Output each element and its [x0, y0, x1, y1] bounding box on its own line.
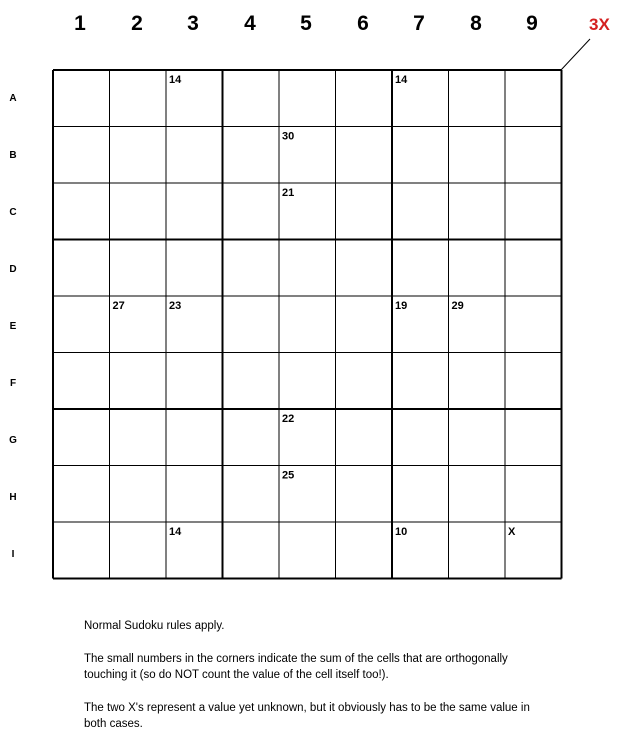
cell-i5[interactable] [279, 522, 336, 579]
clue-e8: 29 [451, 300, 464, 312]
cell-e5[interactable] [279, 296, 336, 353]
instruction-rules: Normal Sudoku rules apply. [84, 620, 225, 632]
instructions-panel [84, 618, 554, 749]
cell-b9[interactable] [505, 127, 562, 184]
cell-d8[interactable] [449, 240, 506, 297]
clue-e2: 27 [112, 300, 125, 312]
cell-f5[interactable] [279, 353, 336, 410]
cell-a4[interactable] [223, 70, 280, 127]
row-label-g: G [9, 435, 17, 446]
cell-g1[interactable] [53, 409, 110, 466]
row-label-a: A [9, 93, 17, 104]
instruction-corner-sums: The small numbers in the corners indicate the sum of the cells that are orthogonally touching it (so do NOT count the value of the cell itself too!). [84, 652, 508, 681]
cell-e1[interactable] [53, 296, 110, 353]
cell-e9[interactable] [505, 296, 562, 353]
cell-e6[interactable] [336, 296, 393, 353]
column-label-7: 7 [413, 12, 425, 35]
row-label-i: I [11, 549, 15, 560]
cell-c7[interactable] [392, 183, 449, 240]
clue-h5: 25 [282, 469, 295, 482]
cell-g3[interactable] [166, 409, 223, 466]
row-label-e: E [9, 321, 17, 332]
cell-g4[interactable] [223, 409, 280, 466]
row-label-d: D [9, 264, 17, 275]
cell-i8[interactable] [449, 522, 506, 579]
cell-i1[interactable] [53, 522, 110, 579]
pointer-line [561, 39, 590, 70]
instruction-x-values: The two X's represent a value yet unknown, but it obviously has to be the same value in both cases. [84, 701, 530, 730]
cell-f8[interactable] [449, 353, 506, 410]
cell-h3[interactable] [166, 466, 223, 523]
cell-a5[interactable] [279, 70, 336, 127]
cell-a8[interactable] [449, 70, 506, 127]
cell-i2[interactable] [110, 522, 167, 579]
cell-h6[interactable] [336, 466, 393, 523]
column-label-3: 3 [187, 12, 199, 35]
cell-c9[interactable] [505, 183, 562, 240]
cell-g7[interactable] [392, 409, 449, 466]
column-label-5: 5 [300, 12, 312, 35]
corner-note-3x: 3X [589, 15, 610, 34]
clue-i7: 10 [395, 526, 408, 538]
cell-c8[interactable] [449, 183, 506, 240]
cell-f9[interactable] [505, 353, 562, 410]
cell-b6[interactable] [336, 127, 393, 184]
column-label-4: 4 [244, 12, 256, 35]
cell-f6[interactable] [336, 353, 393, 410]
clue-b5: 30 [282, 130, 295, 143]
cell-g6[interactable] [336, 409, 393, 466]
cell-d3[interactable] [166, 240, 223, 297]
cell-g2[interactable] [110, 409, 167, 466]
clue-a7: 14 [395, 74, 408, 86]
column-label-1: 1 [74, 12, 86, 35]
row-label-h: H [9, 492, 17, 503]
cell-d5[interactable] [279, 240, 336, 297]
cells-layer[interactable] [53, 70, 562, 579]
cell-h7[interactable] [392, 466, 449, 523]
cell-c3[interactable] [166, 183, 223, 240]
cell-i4[interactable] [223, 522, 280, 579]
column-label-2: 2 [131, 12, 143, 35]
cell-a6[interactable] [336, 70, 393, 127]
cell-c2[interactable] [110, 183, 167, 240]
cell-d9[interactable] [505, 240, 562, 297]
cell-a1[interactable] [53, 70, 110, 127]
clue-g5: 22 [282, 413, 295, 425]
column-label-6: 6 [357, 12, 369, 35]
row-label-c: C [9, 207, 17, 218]
cell-h8[interactable] [449, 466, 506, 523]
cell-b3[interactable] [166, 127, 223, 184]
cell-b8[interactable] [449, 127, 506, 184]
cell-f1[interactable] [53, 353, 110, 410]
cell-f4[interactable] [223, 353, 280, 410]
cell-f3[interactable] [166, 353, 223, 410]
cell-g8[interactable] [449, 409, 506, 466]
clue-e3: 23 [169, 300, 182, 312]
cell-d2[interactable] [110, 240, 167, 297]
cell-b4[interactable] [223, 127, 280, 184]
cell-c6[interactable] [336, 183, 393, 240]
cell-d7[interactable] [392, 240, 449, 297]
cell-c1[interactable] [53, 183, 110, 240]
clue-c5: 21 [282, 187, 295, 199]
column-label-9: 9 [526, 12, 538, 35]
cell-h9[interactable] [505, 466, 562, 523]
column-label-8: 8 [470, 12, 482, 35]
cell-d1[interactable] [53, 240, 110, 297]
clue-e7: 19 [395, 300, 408, 312]
clue-i9: X [508, 526, 516, 538]
cell-i6[interactable] [336, 522, 393, 579]
cell-f2[interactable] [110, 353, 167, 410]
cell-c4[interactable] [223, 183, 280, 240]
cell-a9[interactable] [505, 70, 562, 127]
cell-h1[interactable] [53, 466, 110, 523]
clue-i3: 14 [169, 526, 182, 538]
cell-a2[interactable] [110, 70, 167, 127]
clue-a3: 14 [169, 74, 182, 86]
cell-e4[interactable] [223, 296, 280, 353]
cell-h4[interactable] [223, 466, 280, 523]
cell-h2[interactable] [110, 466, 167, 523]
row-label-f: F [9, 378, 17, 389]
cell-b2[interactable] [110, 127, 167, 184]
row-label-b: B [9, 150, 17, 161]
cell-b1[interactable] [53, 127, 110, 184]
cell-g9[interactable] [505, 409, 562, 466]
cell-d4[interactable] [223, 240, 280, 297]
cell-d6[interactable] [336, 240, 393, 297]
cell-f7[interactable] [392, 353, 449, 410]
cell-b7[interactable] [392, 127, 449, 184]
